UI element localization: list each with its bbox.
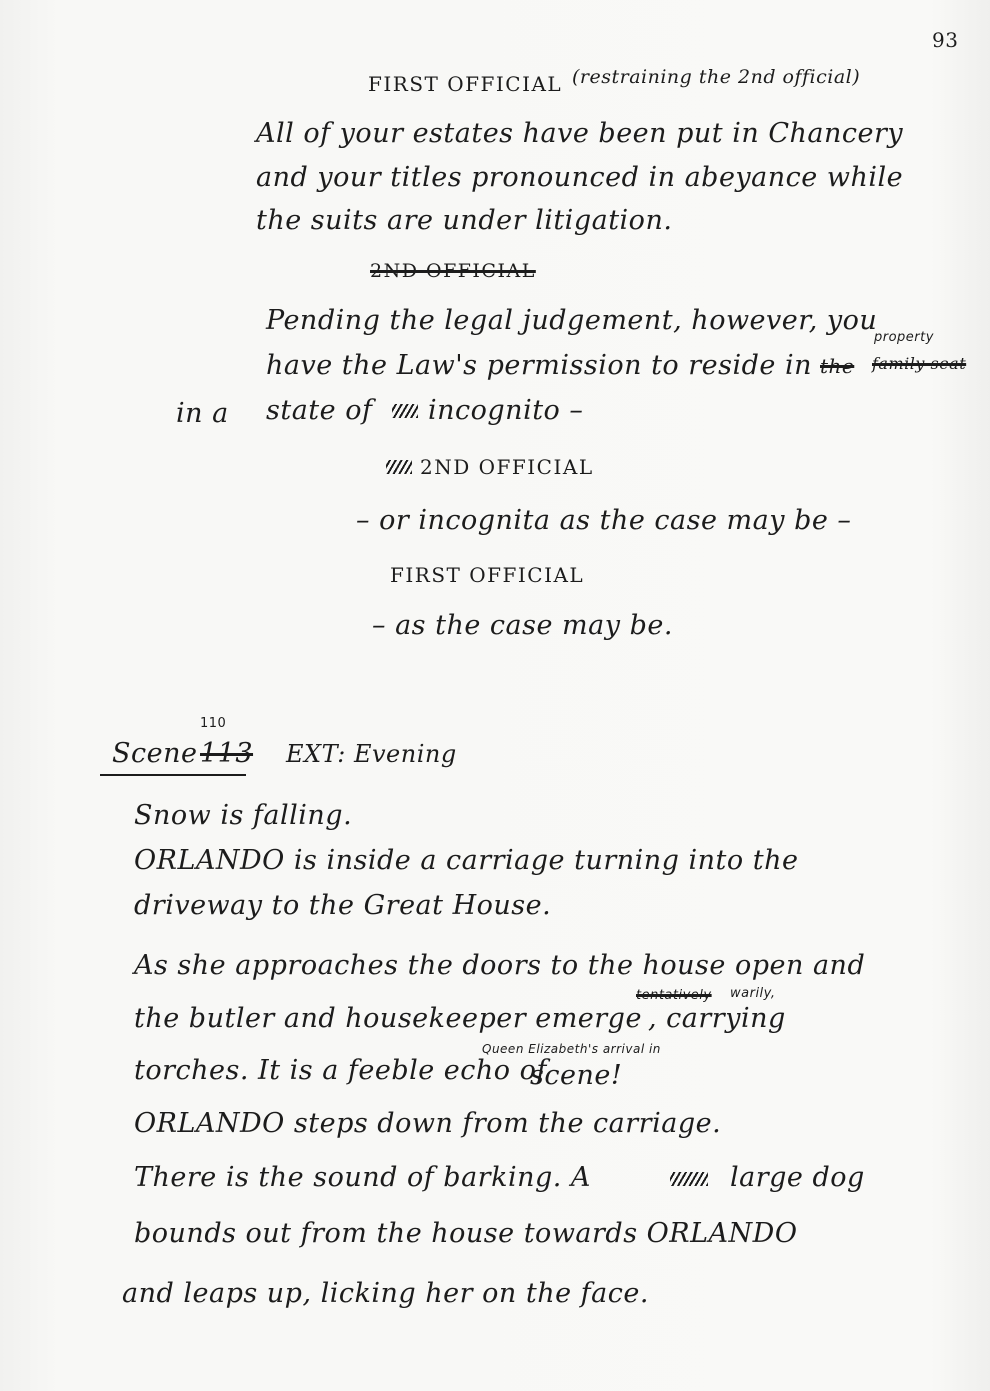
- scene-underline: [100, 774, 246, 776]
- dialogue-line: the suits are under litigation.: [256, 205, 673, 236]
- dialogue-line: – or incognita as the case may be –: [356, 505, 852, 536]
- dialogue-line: state of: [266, 395, 373, 426]
- action-line: ORLANDO is inside a carriage turning into the: [134, 845, 799, 876]
- page-number: 93: [932, 28, 959, 52]
- action-line: torches. It is a feeble echo of: [134, 1055, 547, 1086]
- action-line: There is the sound of barking. A: [134, 1162, 591, 1193]
- dialogue-line: Pending the legal judgement, however, you: [266, 305, 878, 336]
- scene-number-insert: 110: [200, 716, 227, 731]
- inserted-phrase: Queen Elizabeth's arrival in: [482, 1042, 661, 1056]
- action-line: and leaps up, licking her on the face.: [122, 1278, 649, 1309]
- inserted-word: property: [874, 330, 934, 345]
- action-line: ORLANDO steps down from the carriage.: [134, 1108, 722, 1139]
- scene-label: Scene: [112, 738, 198, 769]
- dialogue-line: All of your estates have been put in Chancery: [256, 118, 904, 149]
- scene-heading: EXT: Evening: [286, 740, 457, 768]
- inserted-word: warily,: [730, 986, 776, 1001]
- dialogue-line: incognito –: [428, 395, 584, 426]
- scribble-mark: [670, 1172, 708, 1186]
- dialogue-line: and your titles pronounced in abeyance while: [256, 162, 904, 193]
- speaker-second-official: 2ND OFFICIAL: [420, 455, 594, 479]
- action-line: large dog: [730, 1162, 865, 1193]
- scene-number-struck: 113: [200, 738, 254, 769]
- action-line: bounds out from the house towards ORLANDO: [134, 1218, 798, 1249]
- dialogue-line: have the Law's permission to reside in: [266, 350, 813, 381]
- dialogue-line: – as the case may be.: [372, 610, 673, 641]
- action-line: scene!: [530, 1060, 623, 1091]
- action-line: Snow is falling.: [134, 800, 353, 831]
- action-line: , carrying: [648, 1003, 786, 1034]
- struck-speaker-second-official: 2ND OFFICIAL: [370, 260, 536, 282]
- margin-insert: in a: [176, 398, 229, 429]
- scribble-mark: [386, 460, 412, 474]
- scribble-mark: [392, 404, 418, 418]
- action-line: As she approaches the doors to the house open and: [134, 950, 866, 981]
- speaker-first-official: FIRST OFFICIAL: [368, 72, 563, 96]
- speaker-first-official-2: FIRST OFFICIAL: [390, 563, 585, 587]
- action-line: driveway to the Great House.: [134, 890, 552, 921]
- struck-word: tentatively: [636, 988, 712, 1003]
- stage-direction: (restraining the 2nd official): [572, 66, 861, 88]
- struck-word: the: [820, 354, 855, 378]
- struck-word: family seat: [872, 354, 967, 373]
- action-line: the butler and housekeeper emerge: [134, 1003, 642, 1034]
